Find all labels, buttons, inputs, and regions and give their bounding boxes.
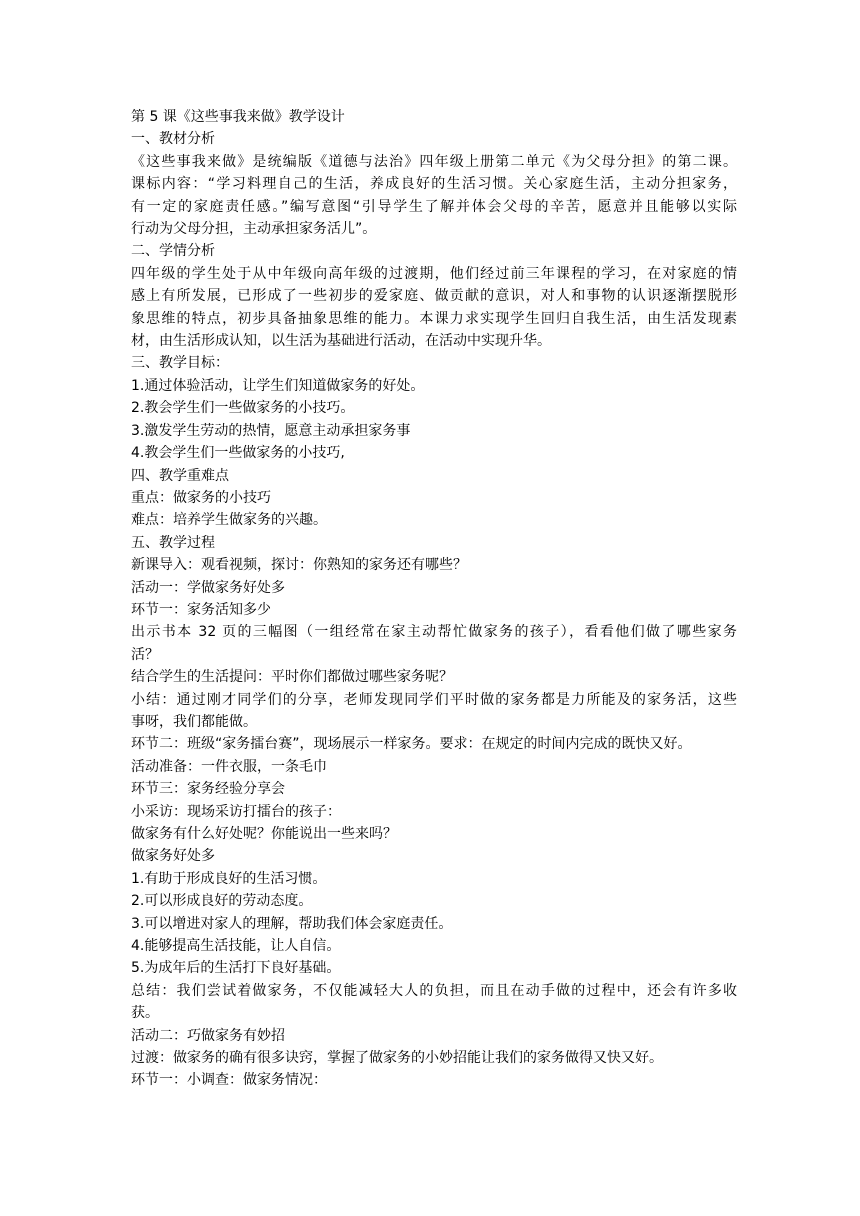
goal-item: 1.通过体验活动，让学生们知道做家务的好处。	[131, 377, 425, 394]
paragraph-line: 材，由生活形成认知，以生活为基础进行活动，在活动中实现升华。	[131, 333, 551, 350]
document-body	[131, 106, 737, 1092]
goal-item: 4.教会学生们一些做家务的小技巧,	[131, 445, 345, 462]
section-heading-key-points: 四、教学重难点	[131, 467, 229, 484]
process-line: 新课导入：观看视频，探讨：你熟知的家务还有哪些？	[131, 557, 467, 574]
document-title: 第 5 课《这些事我来做》教学设计	[131, 109, 345, 125]
process-line: 事呀，我们都能做。	[131, 713, 257, 730]
section-heading-students: 二、学情分析	[131, 243, 215, 260]
benefit-item: 1.有助于形成良好的生活习惯。	[131, 870, 327, 887]
section-heading-process: 五、教学过程	[131, 534, 215, 551]
process-line: 环节二：班级“家务擂台赛”，现场展示一样家务。要求：在规定的时间内完成的既快又好。	[131, 736, 692, 753]
paragraph-line: 行动为父母分担，主动承担家务活儿”。	[131, 221, 377, 238]
benefit-item: 3.可以增进对家人的理解，帮助我们体会家庭责任。	[131, 915, 453, 932]
benefit-item: 2.可以形成良好的劳动态度。	[131, 893, 313, 910]
goal-item: 3.激发学生劳动的热情，愿意主动承担家务事	[131, 422, 411, 439]
benefit-item: 5.为成年后的生活打下良好基础。	[131, 960, 341, 977]
process-line: 过渡：做家务的确有很多诀窍，掌握了做家务的小妙招能让我们的家务做得又快又好。	[131, 1050, 663, 1067]
process-line: 活？	[131, 646, 159, 663]
process-line: 环节三：家务经验分享会	[131, 781, 285, 798]
goal-item: 2.教会学生们一些做家务的小技巧。	[131, 400, 355, 417]
difficult-point: 难点：培养学生做家务的兴趣。	[131, 512, 327, 529]
paragraph-line: 有一定的家庭责任感。”编写意图“引导学生了解并体会父母的辛苦，愿意并且能够以实际	[131, 198, 737, 215]
process-line: 活动二：巧做家务有妙招	[131, 1027, 285, 1044]
process-line: 做家务好处多	[131, 848, 215, 865]
process-line: 活动一：学做家务好处多	[131, 579, 285, 596]
process-line: 做家务有什么好处呢？你能说出一些来吗？	[131, 826, 397, 842]
process-line: 小采访：现场采访打擂台的孩子：	[131, 803, 341, 820]
process-line: 结合学生的生活提问：平时你们都做过哪些家务呢？	[131, 669, 453, 686]
process-line: 活动准备：一件衣服，一条毛巾	[131, 758, 327, 775]
section-heading-goals: 三、教学目标：	[131, 355, 229, 372]
benefit-item: 4.能够提高生活技能，让人自信。	[131, 938, 341, 955]
section-heading-materials: 一、教材分析	[131, 131, 215, 148]
process-line: 环节一：家务活知多少	[131, 601, 271, 618]
paragraph-line: 四年级的学生处于从中年级向高年级的过渡期，他们经过前三年课程的学习，在对家庭的情	[131, 265, 737, 282]
process-line: 出示书本 32 页的三幅图（一组经常在家主动帮忙做家务的孩子），看看他们做了哪些家务	[131, 624, 737, 641]
conclusion-line: 获。	[131, 1005, 159, 1022]
paragraph-line: 感上有所发展，已形成了一些初步的爱家庭、做贡献的意识，对人和事物的认识逐渐摆脱形	[131, 288, 737, 305]
conclusion-line: 总结：我们尝试着做家务，不仅能减轻大人的负担，而且在动手做的过程中，还会有许多收	[131, 982, 737, 999]
process-line: 环节一：小调查：做家务情况：	[131, 1072, 327, 1089]
process-line: 小结：通过刚才同学们的分享，老师发现同学们平时做的家务都是力所能及的家务活，这些	[131, 691, 737, 708]
key-point: 重点：做家务的小技巧	[131, 489, 271, 506]
paragraph-line: 课标内容：“学习料理自己的生活，养成良好的生活习惯。关心家庭生活，主动分担家务，	[131, 176, 737, 193]
paragraph-line: 象思维的特点，初步具备抽象思维的能力。本课力求实现学生回归自我生活，由生活发现素	[131, 310, 737, 327]
paragraph-line: 《这些事我来做》是统编版《道德与法治》四年级上册第二单元《为父母分担》的第二课。	[131, 153, 737, 170]
